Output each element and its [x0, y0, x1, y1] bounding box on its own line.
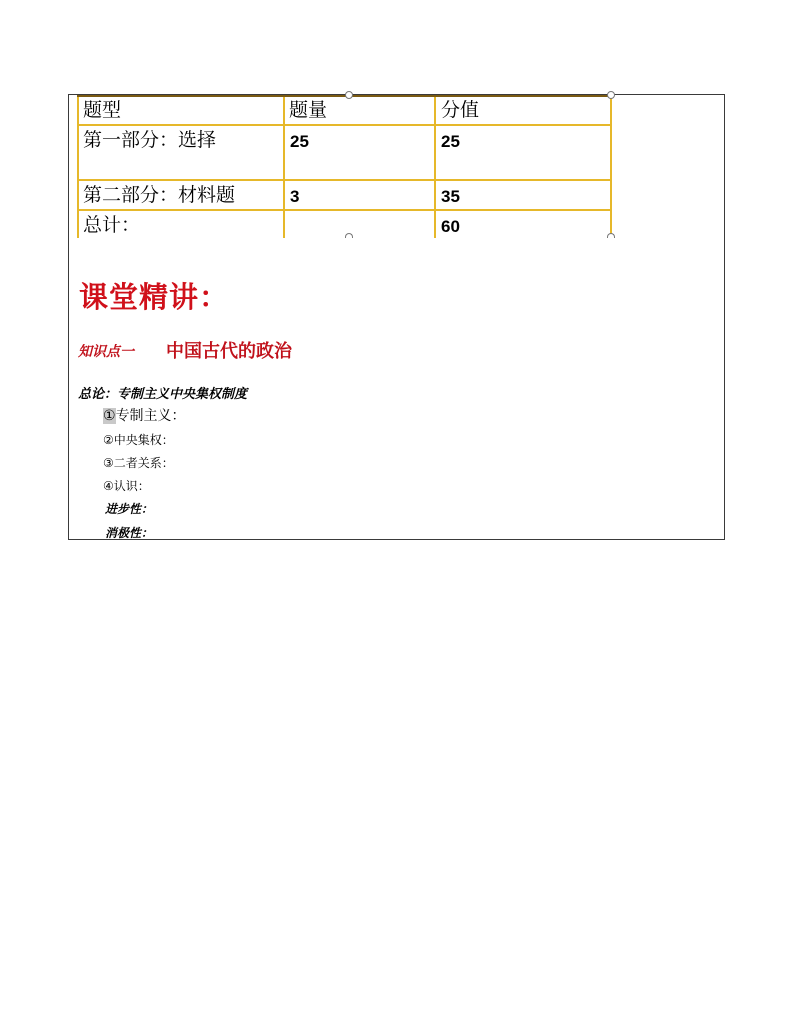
table-cell: 25	[290, 132, 309, 151]
knowledge-point-title: 中国古代的政治	[166, 341, 292, 362]
sub-item: 进步性：	[105, 502, 154, 516]
table-border-left	[77, 95, 79, 238]
table-divider	[77, 209, 612, 211]
table-header: 题量	[289, 99, 328, 121]
table-header: 题型	[83, 99, 122, 121]
table-divider	[434, 95, 436, 238]
table-cell: 35	[441, 187, 460, 206]
resize-handle[interactable]	[345, 91, 353, 99]
table-cell: 总计：	[83, 214, 141, 236]
score-table	[77, 95, 612, 238]
resize-handle[interactable]	[345, 233, 353, 238]
resize-handle[interactable]	[607, 91, 615, 99]
knowledge-point-label: 知识点一	[78, 344, 134, 360]
resize-handle[interactable]	[607, 233, 615, 238]
list-item-text: 专制主义：	[115, 408, 186, 424]
list-item: ④认识：	[103, 479, 150, 493]
table-cell: 3	[290, 187, 300, 206]
section-title: 课堂精讲：	[79, 280, 230, 314]
table-cell: 60	[441, 217, 460, 236]
table-cell: 第一部分：选择	[83, 129, 217, 151]
list-item: ③二者关系：	[103, 456, 174, 470]
table-divider	[77, 179, 612, 181]
item-number-highlighted: ①	[103, 408, 116, 424]
sub-item: 消极性：	[105, 526, 154, 540]
table-divider	[283, 95, 285, 238]
table-divider	[77, 124, 612, 126]
list-item: ②中央集权：	[103, 433, 174, 447]
document-frame	[68, 94, 725, 540]
summary-line: 总论：专制主义中央集权制度	[78, 387, 248, 402]
table-border-right	[610, 95, 612, 238]
table-cell: 第二部分：材料题	[83, 184, 236, 206]
list-item	[103, 405, 186, 425]
table-header: 分值	[441, 99, 480, 121]
table-cell: 25	[441, 132, 460, 151]
